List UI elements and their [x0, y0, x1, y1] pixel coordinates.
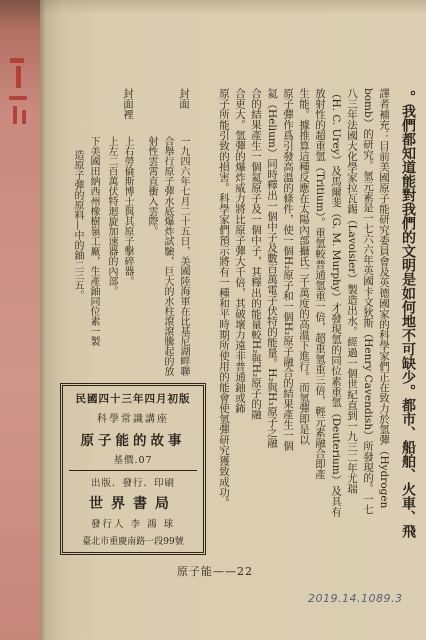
cover-caption-column: 合舉行原子彈水底爆炸試驗，巨大的水柱滾滾騰起的放 [162, 136, 173, 376]
translator-note-column: （H. C. Urey）及馬爾斐（G. M. Murphy）才發現氫的同位素重氫（Deuterium）及具有 [330, 88, 342, 517]
book-price: 基價.07 [113, 455, 153, 467]
publisher-name: 世界書局 [89, 495, 177, 512]
inside-cover-caption-column: 下美國田納西州橡樹嶺工廠，生產鈾同位素一製 [88, 136, 99, 346]
translator-note-column: 放射性的超重氫（Tritium）。重氫較普通氫重一倍，超重氫重三倍，輕元素融合即產 [314, 88, 326, 480]
translator-note-column: 氦（Helium）同時釋出一個中子及數百萬電子伏特的能量。H₂與H₃原子之融 [266, 88, 278, 448]
inside-cover-caption-label: 封面裡 [122, 88, 134, 120]
issuer-name: 發行人 李 鴻 球 [90, 519, 176, 531]
translator-note-column: 譯者補充：目前美國原子能研究委員會及英德國家的科學家們正在致力於氫彈（Hydrogen [378, 88, 390, 509]
page-top-shadow [40, 0, 426, 14]
inside-cover-caption-column: 造原子彈的原料—中的鈾二三五。 [72, 150, 83, 300]
publisher-roles: 出版．發行．印刷 [90, 477, 175, 489]
inside-cover-caption-column: 上右勞倫斯博士與其原子擊碎器。 [122, 136, 133, 286]
series-name: 科學常識講座 [97, 413, 169, 425]
translator-note-column: bomb）的研究。氫元素是一七六六年英國卡文狄斯（Henry Cavendish）所發現的。一七 [362, 88, 374, 515]
translator-note-column: 八三年法國大化學家拉瓦錫（Lavoisier）製造出水。經過一個世紀直到一九三二年尤瑞 [346, 88, 358, 494]
cover-caption-column: 一九四六年七月二十五日，美國陸海軍在比基尼湖畔聯 [178, 136, 189, 376]
cover-caption-column: 射性雲霄直衝入雲際。 [146, 136, 157, 236]
cover-print-mark [13, 106, 17, 124]
running-head-page-number: 原子能——22 [177, 565, 253, 578]
inside-cover-caption-column: 上左二百萬伏特迴旋加速器的內部。 [106, 136, 117, 296]
main-text-column: 。我們都知道能對我們的文明是如何地不可缺少。都市、船舶、火車、飛 [400, 90, 416, 538]
translator-note-column: 原子彈作爲引發高溫的條件，使一個H₂原子和一個H₂原子融合的結果產生一個 [282, 88, 294, 451]
colophon-box [60, 383, 206, 555]
translator-note-column: 合更大。氫彈的爆炸威力將比原子彈大千倍，其破壞力遠非普通鈾或鈽 [234, 88, 246, 414]
translator-note-column: 原子所能引致的損害。科學家們預示將有一種和平時期所使用的能會使氫彈研究獲致成功。 [218, 88, 230, 508]
cover-print-mark [22, 110, 26, 124]
book-title: 原子能的故事 [80, 432, 186, 449]
publisher-address: 臺北市重慶南路一段99號 [82, 537, 184, 547]
catalog-number: 2019.14.1089.3 [308, 592, 403, 605]
cover-print-mark [10, 58, 24, 63]
translator-note-column: 生能。據推算這種反應在太陽內部攝氏二千萬度的高溫下進行。而氫彈即是以 [298, 88, 310, 445]
colophon-divider [69, 470, 197, 471]
cover-print-mark [9, 96, 27, 100]
edition-line: 民國四十三年四月初版 [75, 393, 191, 405]
translator-note-column: 合的結果產生一個氦原子及一個中子，其釋出的能量較H₂與H₂原子的融 [250, 88, 262, 420]
cover-print-mark [16, 66, 21, 88]
cover-caption-label: 封面 [178, 88, 190, 109]
